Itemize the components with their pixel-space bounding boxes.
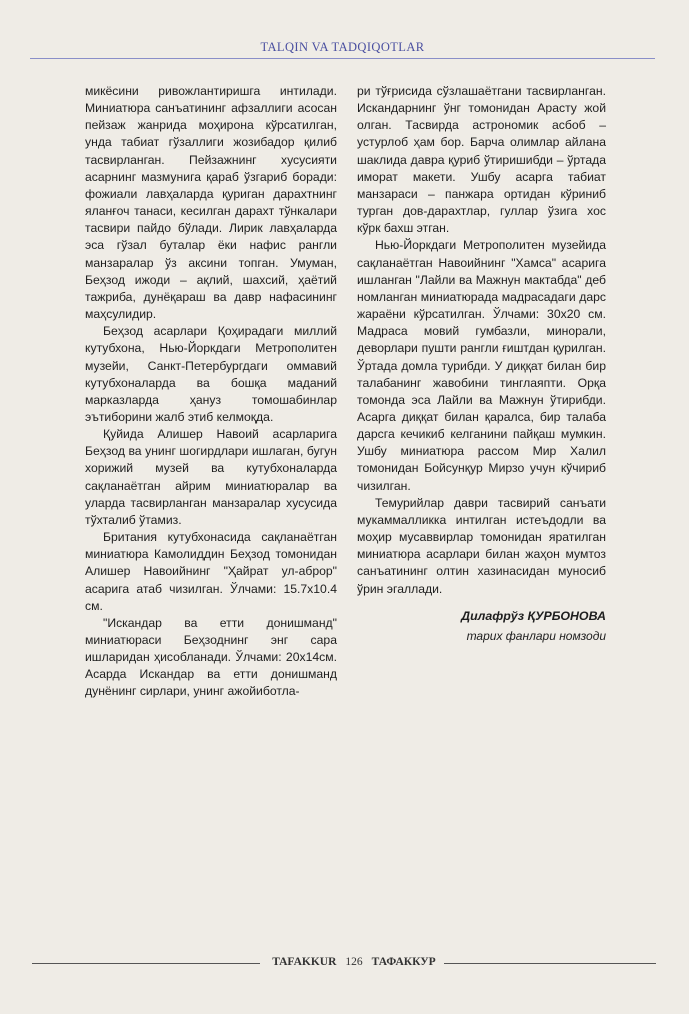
page-number: 126 <box>345 956 363 968</box>
footer-rule-left <box>32 963 260 964</box>
page-footer <box>30 953 660 973</box>
header-rule <box>30 58 655 59</box>
paragraph: "Искандар ва етти донишманд" миниатюраси Беҳзоднинг энг сара ишларидан ҳисобланади. Ўлчами: 20x14см. Асарда Искандар ва етти донишманд дунёнинг сирлари, унинг ажойиботла- <box>85 615 337 699</box>
author-title: тарих фанлари номзоди <box>466 628 606 643</box>
journal-name-latin: TAFAKKUR <box>272 956 337 968</box>
paragraph: Британия кутубхонасида сақланаётган миниатюра Камолиддин Беҳзод томонидан Алишер Навоийнинг "Ҳайрат ул-аброр" асарига атаб чизилган. Ўлчами: 15.7x10.4 см. <box>85 530 337 613</box>
right-column <box>357 83 606 645</box>
paragraph: ри тўғрисида сўзлашаётгани тасвирланган. Искандарнинг ўнг томонидан Арасту жой олган. Тасвирда астрономик асбоб – устурлоб ҳам бор. Барча олимлар айлана шаклида давра қуриб ўтиришибди – ўртада иморат макети. Ушбу асарга табиат манзараси – панжара ортидан кўриниб турган дов-дарахтлар, гуллар ўзига хос кўрк бахш этган. <box>357 84 606 236</box>
paragraph: Темурийлар даври тасвирий санъати мукаммалликка интилган истеъдодли ва моҳир мусаввирлар томонидан яратилган миниатюра асарлари билан жаҳон мумтоз санъатининг олтин хазинасидан муносиб ўрин эгаллади. <box>357 495 606 596</box>
section-title: TALQIN VA TADQIQOTLAR <box>260 40 425 54</box>
paragraph: Беҳзод асарлари Қоҳирадаги миллий кутубхона, Нью-Йоркдаги Метрополитен музейи, Санкт-Петербургдаги оммавий кутубхоналарда ва бошқа маданий марказларда ҳануз томошабинлар эътиборини жалб этиб келмоқда. <box>85 324 337 424</box>
paragraph: Нью-Йоркдаги Метрополитен музейида сақланаётган Навоийнинг "Хамса" асарига ишланган "Лайли ва Мажнун мактабда" деб номланган миниатюрада мадрасадаги дарс жараёни кўрсатилган. Ўлчами: 30x20 см. Мадраса мовий гумбазли, минорали, деворлари пушти рангли ғиштдан қурилган. Ўртада домла турибди. У диққат билан бир талабанинг жавобини тинглаяпти. Орқа томонда эса Лайли ва Мажнун ўтирибди. Асарга диққат билан қаралса, бир талаба дарсга кечикиб келганини пайқаш мумкин. Ушбу миниатюра рассом Мир Халил томонидан Бойсунқур Мирзо учун кўчириб чизилган. <box>357 238 606 493</box>
paragraph: микёсини ривожлантиришга интилади. Миниатюра санъатининг афзаллиги асосан пейзаж жанрида моҳирона кўрсатилган, унда табиат гўзаллиги жозибадор қилиб тасвирланган. Пейзажнинг хусусияти асарнинг мазмунига қараб ўзгариб боради: фожиали лавҳаларда қуриган дарахтнинг яланғоч танаси, кесилган дарахт тўнкалари тасвири пайдо бўлади. Лирик лавҳаларда эса гўзал буталар ёки нафис рангли манзаралар ўз аксини топган. Умуман, Беҳзод ижоди – ақлий, шахсий, ҳаётий тажриба, дунёқараш ва давр нафасининг маҳсулидир. <box>85 84 337 322</box>
author-name: Дилафрўз ҚУРБОНОВА <box>461 608 606 623</box>
page-header <box>30 40 655 62</box>
paragraph: Қуйида Алишер Навоий асарларига Беҳзод ва унинг шогирдлари ишлаган, бугун хорижий музей ва кутубхоналарда сақланаётган айрим миниатюралар ва уларда тасвирланган манзаралар хусусида тўхталиб ўтамиз. <box>85 427 337 527</box>
journal-name-cyrillic: ТАФАККУР <box>371 956 436 968</box>
left-column <box>85 83 337 701</box>
footer-label <box>266 956 442 968</box>
footer-rule-right <box>444 963 656 964</box>
